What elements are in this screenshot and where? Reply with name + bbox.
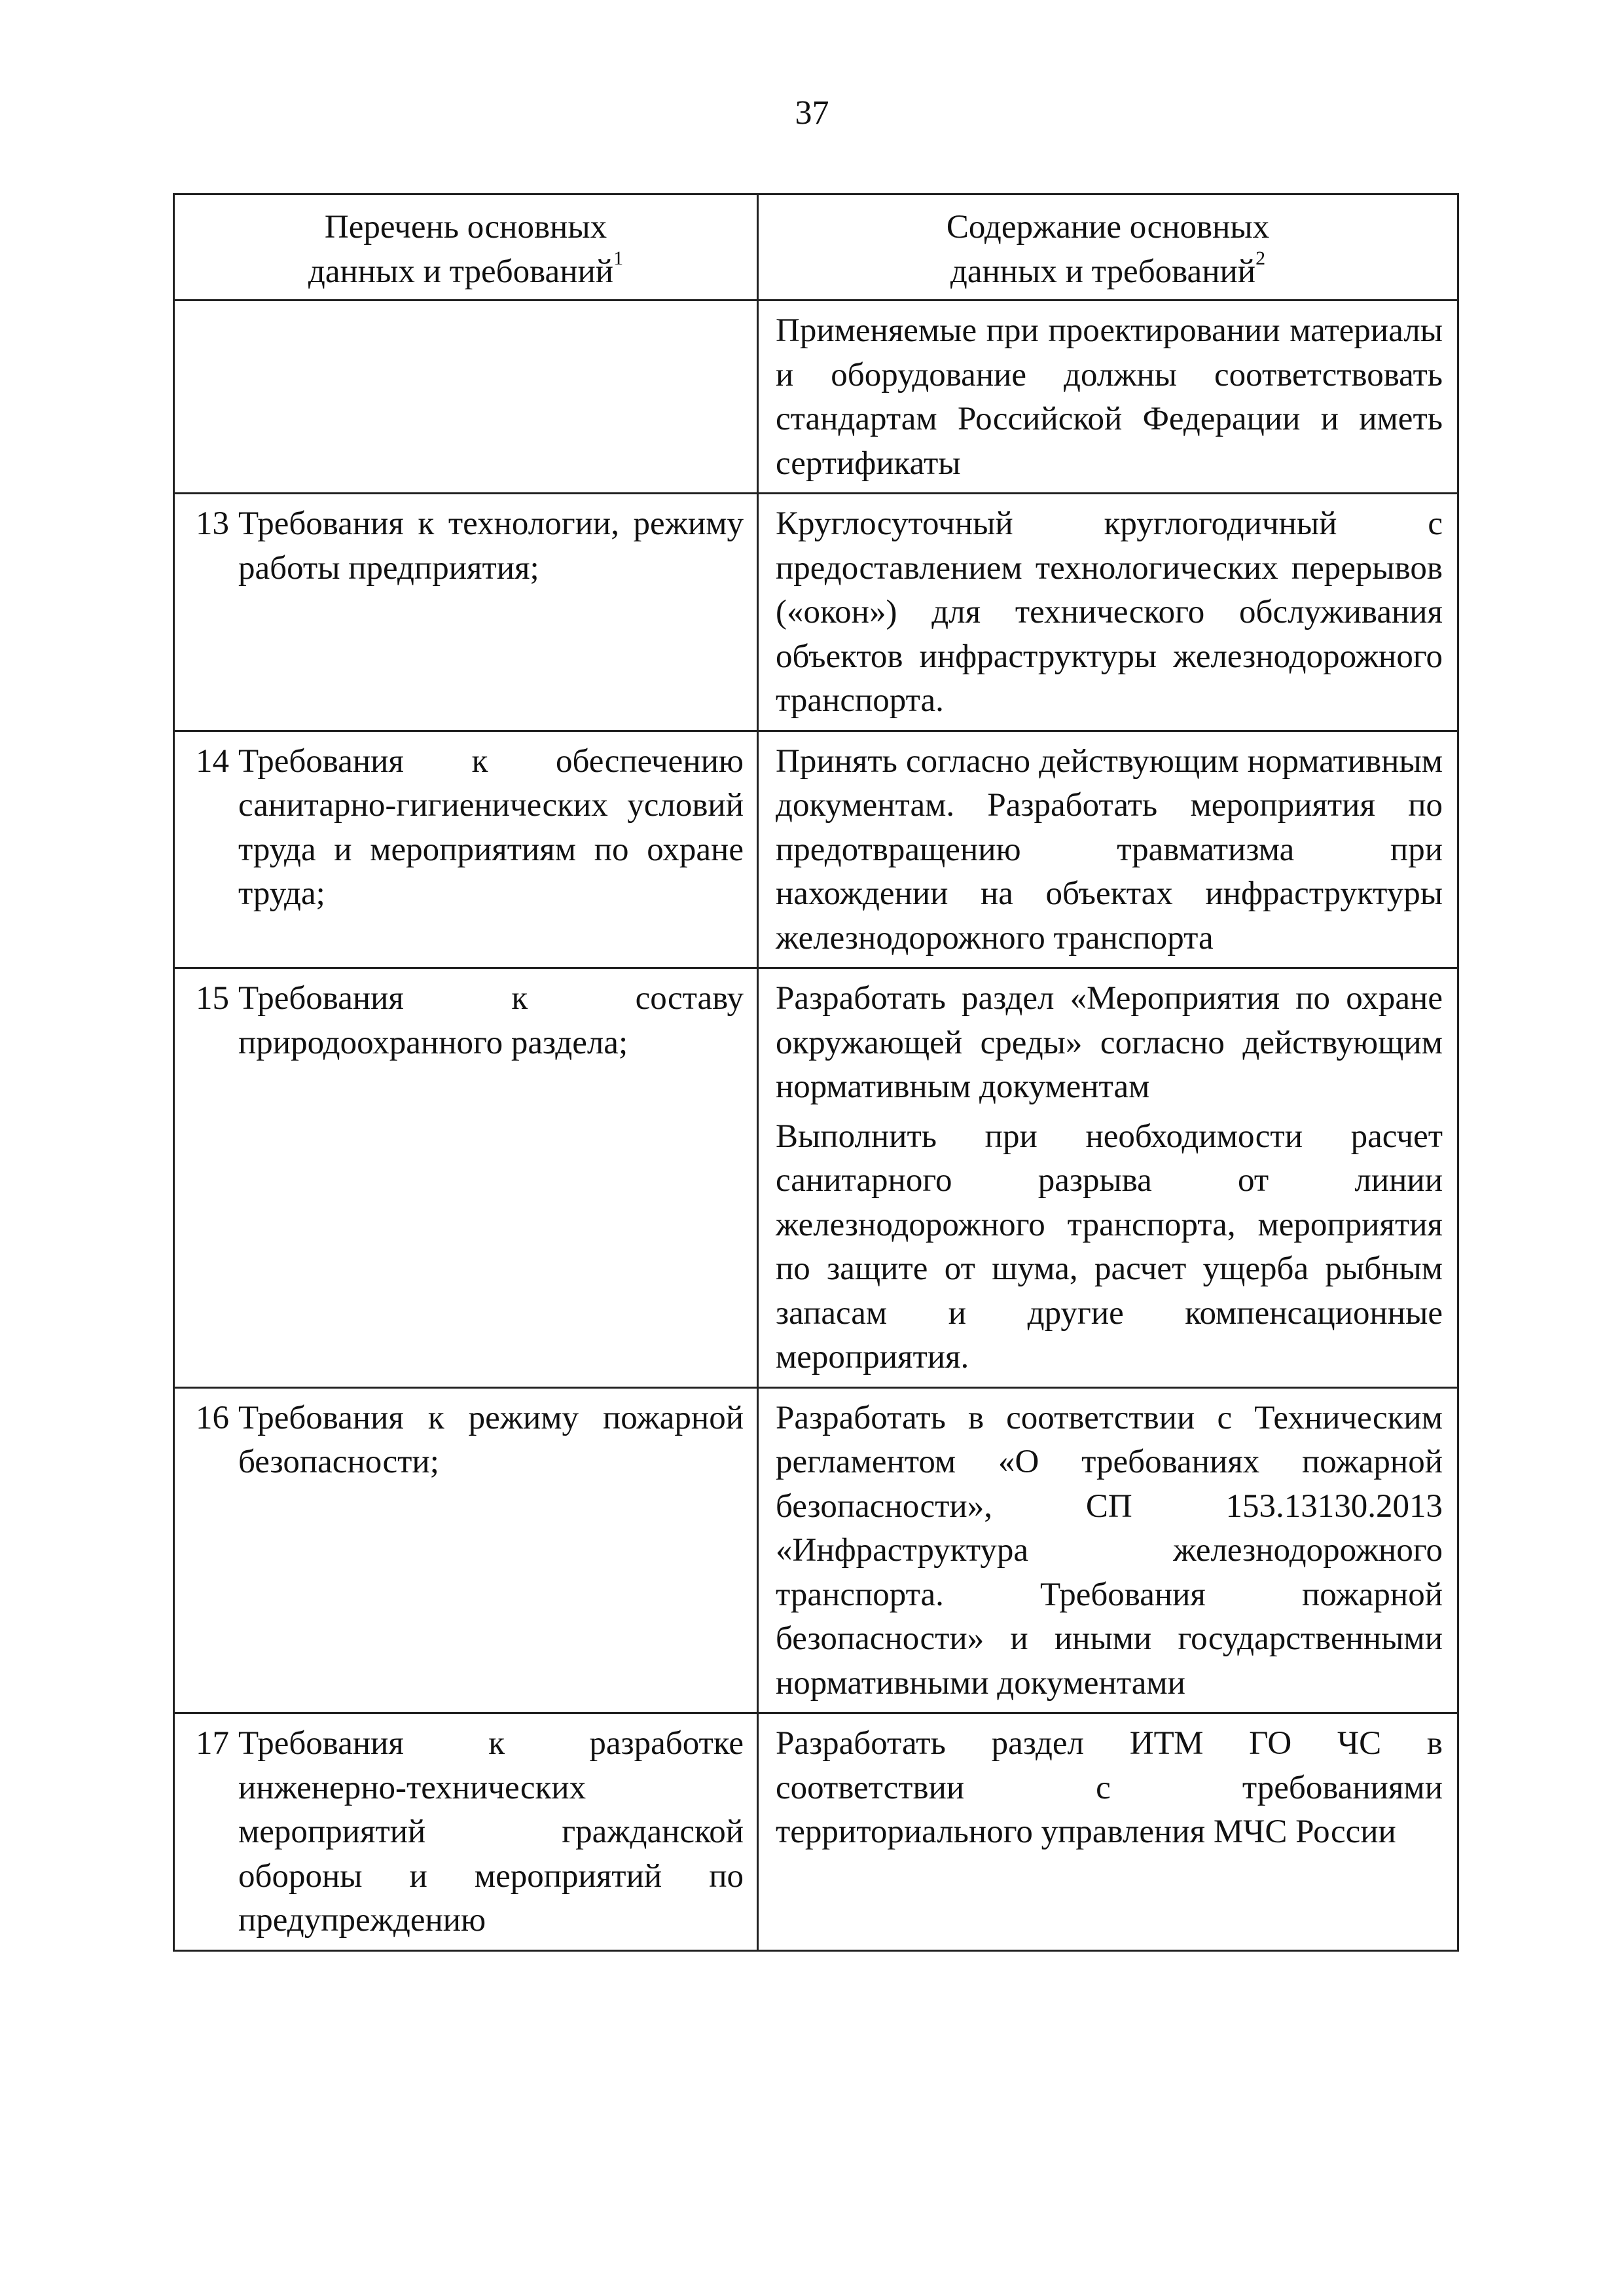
requirement-content-text: Принять согласно действующим нормативным документам. Разработать мероприятия по предотвращению травматизма при нахождении на объектах инфраструктуры железнодорожного транспорта (776, 742, 1443, 957)
requirement-name: Требования к режиму пожарной безопасности; (238, 1399, 744, 1480)
page-number: 37 (795, 94, 829, 132)
header-content-line2: данных и требований (950, 253, 1256, 290)
header-cell-content (758, 194, 1458, 301)
requirement-name-cell (174, 1387, 758, 1713)
header-list-line1: Перечень основных (324, 209, 607, 246)
requirement-name: Требования к составу природоохранного раздела; (238, 980, 744, 1061)
footnote-marker: 1 (613, 247, 624, 269)
requirement-name: Требования к разработке инженерно-технических мероприятий гражданской обороны и мероприятий по предупреждению (238, 1725, 744, 1939)
requirement-content-cell (758, 494, 1458, 731)
requirement-content-cell (758, 968, 1458, 1388)
table-row (174, 494, 1458, 731)
requirement-name-cell (174, 968, 758, 1388)
table-row (174, 731, 1458, 968)
requirement-number: 17 (196, 1725, 229, 1762)
requirement-number: 15 (196, 980, 229, 1017)
requirement-name-cell (174, 731, 758, 968)
requirement-name: Требования к технологии, режиму работы предприятия; (238, 505, 744, 587)
requirement-content-cell (758, 1713, 1458, 1951)
header-content-line1: Содержание основных (946, 209, 1270, 246)
table-row (174, 1387, 1458, 1713)
header-list-line2: данных и требований (308, 253, 614, 290)
requirement-name: Требования к обеспечению санитарно-гигиенических условий труда и мероприятиям по охране труда; (238, 742, 744, 912)
requirement-content-cell (758, 301, 1458, 494)
requirement-content-cell (758, 731, 1458, 968)
requirement-name-cell (174, 1713, 758, 1951)
requirement-name-cell (174, 301, 758, 494)
requirement-number: 13 (196, 505, 229, 542)
requirements-table (173, 193, 1459, 1952)
table-row (174, 301, 1458, 494)
requirement-content-text: Выполнить при необходимости расчет санитарного разрыва от линии железнодорожного транспорта, мероприятия по защите от шума, расчет ущерба рыбным запасам и другие компенсационные мероприятия. (776, 1118, 1443, 1376)
table-row (174, 968, 1458, 1388)
requirement-content-text: Применяемые при проектировании материалы и оборудование должны соответствовать стандартам Российской Федерации и иметь сертификаты (776, 312, 1443, 482)
footnote-marker: 2 (1255, 247, 1266, 269)
table-header-row (174, 194, 1458, 301)
requirement-content-cell (758, 1387, 1458, 1713)
requirement-number: 16 (196, 1399, 229, 1436)
requirement-number: 14 (196, 742, 229, 780)
requirement-content-text: Разработать в соответствии с Техническим регламентом «О требованиях пожарной безопасности», СП 153.13130.2013 «Инфраструктура железнодорожного транспорта. Требования пожарной безопасности» и иными государственными нормативными документами (776, 1399, 1443, 1702)
requirement-name-cell (174, 494, 758, 731)
requirement-content-text: Разработать раздел ИТМ ГО ЧС в соответствии с требованиями территориального управления МЧС России (776, 1725, 1443, 1850)
requirement-content-text: Разработать раздел «Мероприятия по охране окружающей среды» согласно действующим нормативным документам (776, 980, 1443, 1105)
table-row (174, 1713, 1458, 1951)
requirement-content-text: Круглосуточный круглогодичный с предоставлением технологических перерывов («окон») для технического обслуживания объектов инфраструктуры железнодорожного транспорта. (776, 505, 1443, 719)
header-cell-list (174, 194, 758, 301)
